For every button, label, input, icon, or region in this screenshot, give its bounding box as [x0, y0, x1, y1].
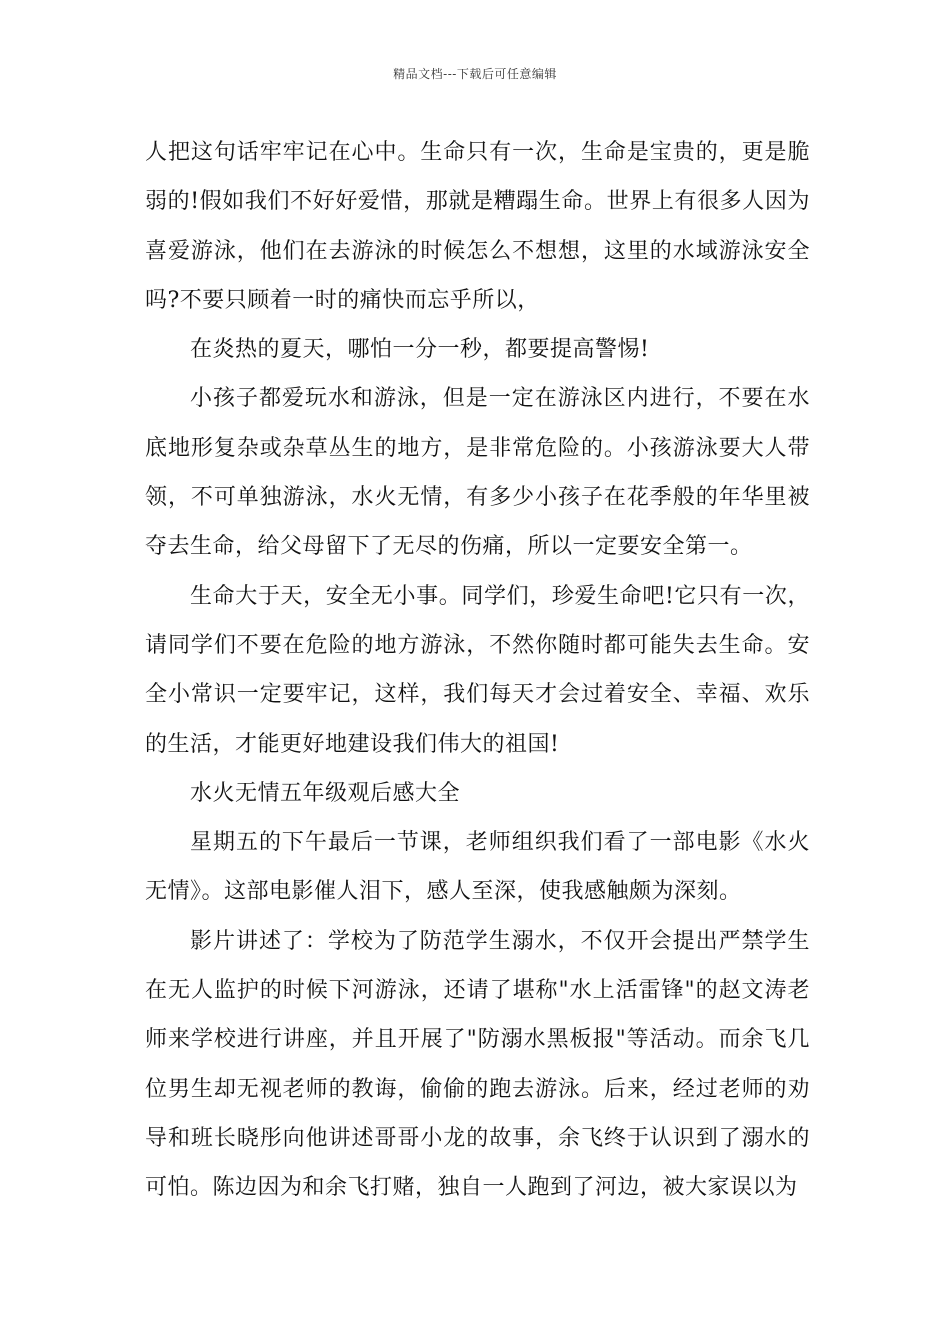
document-body [145, 128, 810, 1213]
paragraph: 在炎热的夏天，哪怕一分一秒，都要提高警惕! [190, 337, 650, 363]
paragraph: 生命大于天，安全无小事。同学们，珍爱生命吧!它只有一次，请同学们不要在危险的地方游泳，不然你随时都可能失去生命。安全小常识一定要牢记，这样，我们每天才会过着安全、幸福、欢乐的生活，才能更好地建设我们伟大的祖国! [145, 583, 810, 757]
paragraph: 人把这句话牢牢记在心中。生命只有一次，生命是宝贵的，更是脆弱的!假如我们不好好爱惜，那就是糟蹋生命。世界上有很多人因为喜爱游泳，他们在去游泳的时候怎么不想想，这里的水域游泳安全吗?不要只顾着一时的痛快而忘乎所以， [145, 140, 810, 313]
section-heading: 水火无情五年级观后感大全 [190, 780, 461, 806]
paragraph: 小孩子都爱玩水和游泳，但是一定在游泳区内进行，不要在水底地形复杂或杂草丛生的地方，是非常危险的。小孩游泳要大人带领，不可单独游泳，水火无情，有多少小孩子在花季般的年华里被夺去生命，给父母留下了无尽的伤痛，所以一定要安全第一。 [145, 386, 810, 560]
paragraph: 影片讲述了：学校为了防范学生溺水，不仅开会提出严禁学生在无人监护的时候下河游泳，还请了堪称"水上活雷锋"的赵文涛老师来学校进行讲座，并且开展了"防溺水黑板报"等活动。而余飞几位男生却无视老师的教诲，偷偷的跑去游泳。后来，经过老师的劝导和班长晓彤向他讲述哥哥小龙的故事，余飞终于认识到了溺水的可怕。陈边因为和余飞打赌，独自一人跑到了河边，被大家误以为 [145, 928, 810, 1201]
page-header: 精品文档---下载后可任意编辑 [393, 67, 557, 81]
paragraph: 星期五的下午最后一节课，老师组织我们看了一部电影《水火无情》。这部电影催人泪下，感人至深，使我感触颇为深刻。 [145, 830, 810, 905]
